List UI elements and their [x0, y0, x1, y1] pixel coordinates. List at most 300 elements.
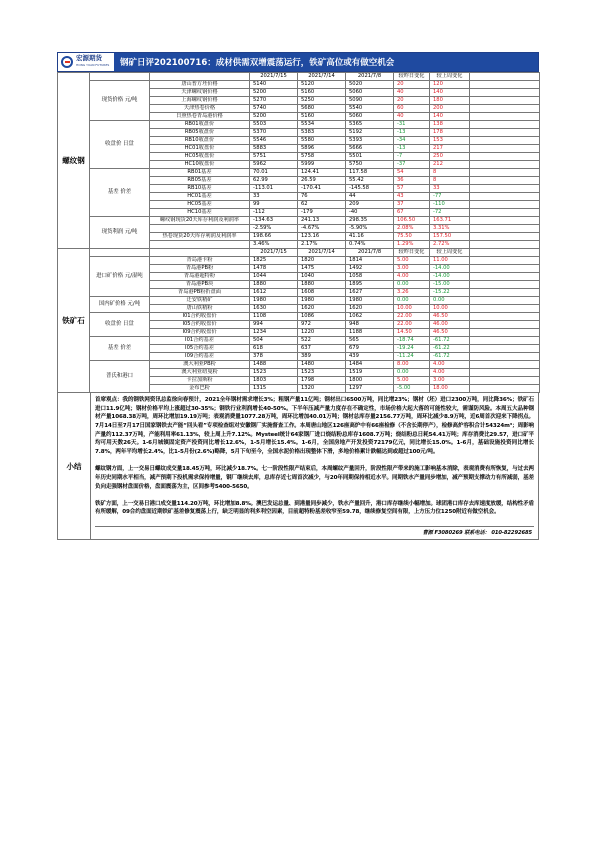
value-cell: 1086 — [298, 313, 346, 321]
item-label: 天津热卷价格 — [150, 105, 250, 113]
item-label: 上海螺纹钢价格 — [150, 97, 250, 105]
value-cell: 1492 — [346, 265, 394, 273]
blank-cell — [150, 73, 250, 81]
logo-subtitle: HONG YUAN FUTURES — [76, 63, 110, 67]
change-cell: 14.50 — [394, 329, 430, 337]
value-cell: 1315 — [250, 385, 298, 393]
value-cell: 1820 — [298, 257, 346, 265]
value-cell: 1058 — [346, 273, 394, 281]
change-cell: 57 — [394, 185, 430, 193]
column-header: 较上周变化 — [430, 73, 470, 81]
change-cell: 217 — [430, 145, 470, 153]
item-label: 螺纹钢现货20天库存利润及利润率 — [150, 217, 250, 225]
value-cell: 0.74% — [346, 241, 394, 249]
value-cell: 1800 — [346, 377, 394, 385]
value-cell: 5666 — [346, 145, 394, 153]
summary-body — [91, 393, 538, 539]
value-cell: 1320 — [298, 385, 346, 393]
change-cell: 43 — [394, 193, 430, 201]
item-label: RB01收盘价 — [150, 121, 250, 129]
table-row — [58, 81, 540, 89]
blank-cell — [470, 385, 540, 393]
change-cell: 22.00 — [394, 313, 430, 321]
column-header: 较上周变化 — [430, 249, 470, 257]
column-header: 2021/7/14 — [298, 73, 346, 81]
report — [57, 52, 539, 540]
change-cell: -13 — [394, 145, 430, 153]
table-row — [58, 257, 540, 265]
change-cell: 10.00 — [430, 305, 470, 313]
value-cell: 1188 — [346, 329, 394, 337]
change-cell: 140 — [430, 89, 470, 97]
value-cell: 5120 — [298, 81, 346, 89]
change-cell: -61.72 — [430, 353, 470, 361]
item-label: 青岛港PB粉折盘面 — [150, 289, 250, 297]
value-cell: 504 — [250, 337, 298, 345]
value-cell: 1108 — [250, 313, 298, 321]
blank-cell — [470, 89, 540, 97]
value-cell: 70.01 — [250, 169, 298, 177]
item-label: I01合约收盘价 — [150, 313, 250, 321]
blank-cell — [470, 193, 540, 201]
value-cell: -112 — [250, 209, 298, 217]
value-cell: 1814 — [346, 257, 394, 265]
item-label: 迁安铁精矿 — [150, 297, 250, 305]
change-cell: 180 — [430, 97, 470, 105]
table-row — [58, 217, 540, 225]
value-cell: 1825 — [250, 257, 298, 265]
table-row — [58, 313, 540, 321]
item-label: 日照热卷青岛港价格 — [150, 113, 250, 121]
value-cell: 5160 — [298, 89, 346, 97]
blank-cell — [470, 337, 540, 345]
change-cell: 5.00 — [394, 377, 430, 385]
item-label: RB10基差 — [150, 185, 250, 193]
value-cell: 1220 — [298, 329, 346, 337]
group-label: 国内矿价格 元/吨 — [90, 297, 150, 313]
value-cell: 1895 — [346, 281, 394, 289]
value-cell: 99 — [250, 201, 298, 209]
blank-cell — [470, 321, 540, 329]
item-label: I09合约收盘价 — [150, 329, 250, 337]
value-cell: 3.46% — [250, 241, 298, 249]
value-cell: -40 — [346, 209, 394, 217]
value-cell: 76 — [298, 193, 346, 201]
report-title: 钢矿日评202100716：成材供需双增震荡运行，铁矿高位或有做空机会 — [114, 53, 538, 71]
header-row — [58, 73, 540, 81]
blank-cell — [470, 137, 540, 145]
blank-cell — [150, 249, 250, 257]
item-label: 青岛港超特粉 — [150, 273, 250, 281]
item-label: RB10收盘价 — [150, 137, 250, 145]
blank-cell — [470, 185, 540, 193]
logo-name — [76, 55, 109, 69]
value-cell: 62.99 — [250, 177, 298, 185]
change-cell: -18.74 — [394, 337, 430, 345]
blank-cell — [470, 265, 540, 273]
value-cell: -2.59% — [250, 225, 298, 233]
group-label: 进口矿价格 元/湿吨 — [90, 257, 150, 297]
value-cell: 618 — [250, 345, 298, 353]
value-cell: 5883 — [250, 145, 298, 153]
value-cell: 439 — [346, 353, 394, 361]
value-cell: 565 — [346, 337, 394, 345]
change-cell: 75.50 — [394, 233, 430, 241]
change-cell: 120 — [430, 81, 470, 89]
column-header: 2021/7/8 — [346, 73, 394, 81]
value-cell: 994 — [250, 321, 298, 329]
item-label: HC05收盘价 — [150, 153, 250, 161]
value-cell: 389 — [298, 353, 346, 361]
item-label: I05合约基差 — [150, 345, 250, 353]
item-label: RB01基差 — [150, 169, 250, 177]
value-cell: 1627 — [346, 289, 394, 297]
column-header: 2021/7/8 — [346, 249, 394, 257]
item-label: 青岛港卡粉 — [150, 257, 250, 265]
value-cell: 1630 — [250, 305, 298, 313]
blank-cell — [470, 289, 540, 297]
item-label: I01合约基差 — [150, 337, 250, 345]
blank-cell — [470, 225, 540, 233]
change-cell: 2.72% — [430, 241, 470, 249]
value-cell: 637 — [298, 345, 346, 353]
item-label: 金布巴粉 — [150, 385, 250, 393]
change-cell: 0.00 — [394, 281, 430, 289]
section-label: 铁矿石 — [58, 249, 90, 393]
value-cell: 378 — [250, 353, 298, 361]
change-cell: 46.50 — [430, 329, 470, 337]
blank-cell — [470, 241, 540, 249]
item-label — [150, 241, 250, 249]
item-label: 卡拉加斯粉 — [150, 377, 250, 385]
change-cell: 3.31% — [430, 225, 470, 233]
change-cell: 37 — [394, 201, 430, 209]
change-cell: -37 — [394, 161, 430, 169]
blank-cell — [470, 97, 540, 105]
change-cell: 20 — [394, 97, 430, 105]
value-cell: 972 — [298, 321, 346, 329]
change-cell: -14.00 — [430, 265, 470, 273]
author-contact: 曹源 F3080269 联系电话： 010-82292685 — [95, 526, 534, 538]
blank-cell — [470, 145, 540, 153]
blank-cell — [470, 73, 540, 81]
value-cell: 117.58 — [346, 169, 394, 177]
value-cell: 5200 — [250, 89, 298, 97]
blank-cell — [470, 313, 540, 321]
value-cell: 1297 — [346, 385, 394, 393]
value-cell: 948 — [346, 321, 394, 329]
change-cell: 5.00 — [394, 257, 430, 265]
value-cell: 55.42 — [346, 177, 394, 185]
blank-cell — [470, 113, 540, 121]
value-cell: 2.17% — [298, 241, 346, 249]
value-cell: 1478 — [250, 265, 298, 273]
blank-cell — [470, 169, 540, 177]
summary-paragraph: 螺纹钢方面，上一交易日螺纹成交量18.45万吨，环比减少18.7%。七一阶段性限产结束后，本周螺纹产量回升，阶段性限产带来的施工影响基本消除，表观消费有所恢复，与过去两年历史同期水平相当，减产预期下投机需求保持增量，钢厂继续去库，总库存近七周首次减少，与20年同期保持相近水平。同期铁水产量同步增加，减产预期支撑动力有所减弱，基差负向走强钢材盘面价格，盘面震荡为主，区间参考5400-5650。 — [95, 466, 534, 490]
blank-cell — [470, 273, 540, 281]
change-cell: 8 — [430, 177, 470, 185]
column-header: 较昨日变化 — [394, 73, 430, 81]
value-cell: 5140 — [250, 81, 298, 89]
change-cell: 46.50 — [430, 313, 470, 321]
item-label: HC10基差 — [150, 209, 250, 217]
change-cell: 60 — [394, 105, 430, 113]
value-cell: 1519 — [346, 369, 394, 377]
blank-cell — [470, 297, 540, 305]
value-cell: 1608 — [298, 289, 346, 297]
change-cell: 200 — [430, 105, 470, 113]
value-cell: 5383 — [298, 129, 346, 137]
value-cell: 1475 — [298, 265, 346, 273]
blank-cell — [470, 305, 540, 313]
value-cell: 5758 — [298, 153, 346, 161]
blank-cell — [470, 121, 540, 129]
item-label — [150, 225, 250, 233]
blank-cell — [470, 217, 540, 225]
change-cell: 33 — [430, 185, 470, 193]
blank-cell — [470, 361, 540, 369]
value-cell: 1620 — [346, 305, 394, 313]
value-cell: 1798 — [298, 377, 346, 385]
change-cell: -15.00 — [430, 281, 470, 289]
change-cell: 40 — [394, 113, 430, 121]
value-cell: 1234 — [250, 329, 298, 337]
value-cell: 5680 — [298, 105, 346, 113]
value-cell: 1980 — [346, 297, 394, 305]
change-cell: 40 — [394, 89, 430, 97]
summary-section — [57, 393, 539, 540]
blank-cell — [470, 369, 540, 377]
blank-cell — [90, 249, 150, 257]
value-cell: 1803 — [250, 377, 298, 385]
value-cell: 1523 — [250, 369, 298, 377]
item-label: HC01基差 — [150, 193, 250, 201]
change-cell: 4.00 — [430, 369, 470, 377]
table-row — [58, 297, 540, 305]
item-label: 唐山铁精粉 — [150, 305, 250, 313]
group-label: 现货价格 元/吨 — [90, 81, 150, 121]
value-cell: 5200 — [250, 113, 298, 121]
column-header: 2021/7/15 — [250, 249, 298, 257]
value-cell: 298.35 — [346, 217, 394, 225]
item-label: HC05基差 — [150, 201, 250, 209]
change-cell: 20 — [394, 81, 430, 89]
change-cell: -61.22 — [430, 345, 470, 353]
change-cell: 178 — [430, 129, 470, 137]
item-label: RB05收盘价 — [150, 129, 250, 137]
value-cell: 5962 — [250, 161, 298, 169]
change-cell: -5.00 — [394, 385, 430, 393]
value-cell: 124.41 — [298, 169, 346, 177]
blank-cell — [470, 153, 540, 161]
blank-cell — [90, 73, 150, 81]
change-cell: 106.50 — [394, 217, 430, 225]
change-cell: 10.00 — [394, 305, 430, 313]
logo-icon — [61, 56, 73, 68]
group-label: 现货利润 元/吨 — [90, 217, 150, 249]
change-cell: 8 — [430, 169, 470, 177]
value-cell: 33 — [250, 193, 298, 201]
value-cell: 1480 — [298, 361, 346, 369]
column-header: 较昨日变化 — [394, 249, 430, 257]
change-cell: 4.00 — [394, 273, 430, 281]
change-cell: 46.00 — [430, 321, 470, 329]
blank-cell — [470, 249, 540, 257]
header-row — [58, 249, 540, 257]
value-cell: 5393 — [346, 137, 394, 145]
table-row — [58, 169, 540, 177]
item-label: 澳大利亚PB粉 — [150, 361, 250, 369]
value-cell: 5580 — [298, 137, 346, 145]
blank-cell — [470, 329, 540, 337]
change-cell: 36 — [394, 177, 430, 185]
value-cell: 5060 — [346, 89, 394, 97]
blank-cell — [470, 353, 540, 361]
column-header: 2021/7/15 — [250, 73, 298, 81]
change-cell: 0.00 — [394, 369, 430, 377]
item-label: HC10收盘价 — [150, 161, 250, 169]
value-cell: -170.41 — [298, 185, 346, 193]
change-cell: 3.00 — [430, 377, 470, 385]
value-cell: 62 — [298, 201, 346, 209]
value-cell: -145.58 — [346, 185, 394, 193]
logo-name-text: 宏源期货 — [76, 54, 102, 62]
change-cell: -72 — [430, 209, 470, 217]
blank-cell — [470, 105, 540, 113]
value-cell: 1484 — [346, 361, 394, 369]
value-cell: 5192 — [346, 129, 394, 137]
change-cell: 18.00 — [430, 385, 470, 393]
value-cell: 44 — [346, 193, 394, 201]
value-cell: 1980 — [250, 297, 298, 305]
value-cell: 5501 — [346, 153, 394, 161]
change-cell: 22.00 — [394, 321, 430, 329]
value-cell: 1040 — [298, 273, 346, 281]
value-cell: 123.16 — [298, 233, 346, 241]
value-cell: 5546 — [250, 137, 298, 145]
item-label: 热卷现货20天库存利润及利润率 — [150, 233, 250, 241]
blank-cell — [470, 81, 540, 89]
change-cell: 153 — [430, 137, 470, 145]
change-cell: -13 — [394, 129, 430, 137]
change-cell: -7 — [394, 153, 430, 161]
value-cell: 41.16 — [346, 233, 394, 241]
change-cell: 67 — [394, 209, 430, 217]
value-cell: 1488 — [250, 361, 298, 369]
change-cell: -19.24 — [394, 345, 430, 353]
value-cell: -134.63 — [250, 217, 298, 225]
section-label: 螺纹钢 — [58, 73, 90, 249]
value-cell: 5090 — [346, 97, 394, 105]
change-cell: 8.00 — [394, 361, 430, 369]
change-cell: 163.71 — [430, 217, 470, 225]
group-label: 收盘价 日盘 — [90, 121, 150, 169]
value-cell: -179 — [298, 209, 346, 217]
change-cell: 2.08% — [394, 225, 430, 233]
value-cell: 5365 — [346, 121, 394, 129]
value-cell: 5999 — [298, 161, 346, 169]
value-cell: 1980 — [298, 297, 346, 305]
item-label: I09合约基差 — [150, 353, 250, 361]
item-label: 青岛港PB块 — [150, 281, 250, 289]
value-cell: -4.67% — [298, 225, 346, 233]
change-cell: -11.24 — [394, 353, 430, 361]
group-label: 普氏和港口 — [90, 361, 150, 393]
value-cell: 5540 — [346, 105, 394, 113]
value-cell: 5534 — [298, 121, 346, 129]
value-cell: -113.01 — [250, 185, 298, 193]
item-label: HC01收盘价 — [150, 145, 250, 153]
value-cell: 522 — [298, 337, 346, 345]
column-header: 2021/7/14 — [298, 249, 346, 257]
change-cell: -61.72 — [430, 337, 470, 345]
item-label: 天津螺纹钢价格 — [150, 89, 250, 97]
change-cell: 3.00 — [394, 265, 430, 273]
value-cell: 5160 — [298, 113, 346, 121]
change-cell: 140 — [430, 113, 470, 121]
change-cell: -34 — [394, 137, 430, 145]
blank-cell — [470, 281, 540, 289]
group-label: 基差 价差 — [90, 169, 150, 217]
table-row — [58, 361, 540, 369]
change-cell: 0.00 — [394, 297, 430, 305]
table-row — [58, 121, 540, 129]
value-cell: 5503 — [250, 121, 298, 129]
value-cell: 1062 — [346, 313, 394, 321]
value-cell: 1044 — [250, 273, 298, 281]
item-label: RB05基差 — [150, 177, 250, 185]
logo — [58, 53, 114, 71]
blank-cell — [470, 377, 540, 385]
price-table — [57, 72, 540, 393]
value-cell: 209 — [346, 201, 394, 209]
blank-cell — [470, 209, 540, 217]
change-cell: -77 — [430, 193, 470, 201]
value-cell: 241.13 — [298, 217, 346, 225]
change-cell: -14.00 — [430, 273, 470, 281]
change-cell: -15.22 — [430, 289, 470, 297]
value-cell: 5020 — [346, 81, 394, 89]
change-cell: 138 — [430, 121, 470, 129]
change-cell: 157.50 — [430, 233, 470, 241]
value-cell: 5751 — [250, 153, 298, 161]
value-cell: 1880 — [298, 281, 346, 289]
value-cell: 5750 — [346, 161, 394, 169]
report-header — [57, 52, 539, 72]
blank-cell — [470, 257, 540, 265]
value-cell: 5370 — [250, 129, 298, 137]
change-cell: 11.00 — [430, 257, 470, 265]
value-cell: 5060 — [346, 113, 394, 121]
blank-cell — [470, 345, 540, 353]
summary-paragraph: 首席观点：我的钢铁网资讯总监徐向春预计，2021全年钢材需求增长3%；粗钢产量11亿吨；钢材出口6500万吨，同比增23%；钢材（坯）进口2300万吨，同比降36%；铁矿石进口11.9亿吨；钢材价格平均上涨超过30-35%；钢铁行业利润增长40-50%。下半年压减产量力度存在不确定性，市场价格大起大落的可能性较大，需谨防风险。本周五大品种钢材产量1068.38万吨，周环比增加19.19万吨；表观消费量1077.28万吨，周环比增加40.01万吨；钢材总库存量2156.77万吨，周环比减少8.9万吨，近6周首次迎来下降拐点。7月14日至7月17日国家钢铁去产能“回头看”专项检查组对安徽钢厂实施督查工作。本周唐山地区126座高炉中有66座检修（不含长期停产），检修高炉容积合计54324m³；周影响产量约112.37万吨，产能利用率61.13%，较上周上升7.12%。Mysteel统计64家钢厂进口烧结粉总库存1608.7万吨；烧结粉总日耗54.41万吨；库存消费比29.57，进口矿平均可用天数26天。1-6月城镇固定资产投资同比增长12.6%，1-5月增长15.4%。1-6月，全国房地产开发投资72179亿元，同比增长15.0%。1-6月，基础设施投资同比增长7.8%，两年平均增长2.4%，比1-5月份(2.6%)略降，5月下旬至今，全国水泥价格出现整体下滑，多地价格累计跌幅达到或超过100元/吨。 — [95, 397, 534, 455]
value-cell: 5250 — [298, 97, 346, 105]
change-cell: 1.29% — [394, 241, 430, 249]
change-cell: -110 — [430, 201, 470, 209]
value-cell: 1620 — [298, 305, 346, 313]
change-cell: 54 — [394, 169, 430, 177]
item-label: 澳大利亚纽曼粉 — [150, 369, 250, 377]
change-cell: 250 — [430, 153, 470, 161]
change-cell: 0.00 — [430, 297, 470, 305]
blank-cell — [470, 161, 540, 169]
value-cell: -5.90% — [346, 225, 394, 233]
blank-cell — [470, 129, 540, 137]
change-cell: 212 — [430, 161, 470, 169]
value-cell: 26.59 — [298, 177, 346, 185]
item-label: 青岛港PB粉 — [150, 265, 250, 273]
change-cell: 3.26 — [394, 289, 430, 297]
